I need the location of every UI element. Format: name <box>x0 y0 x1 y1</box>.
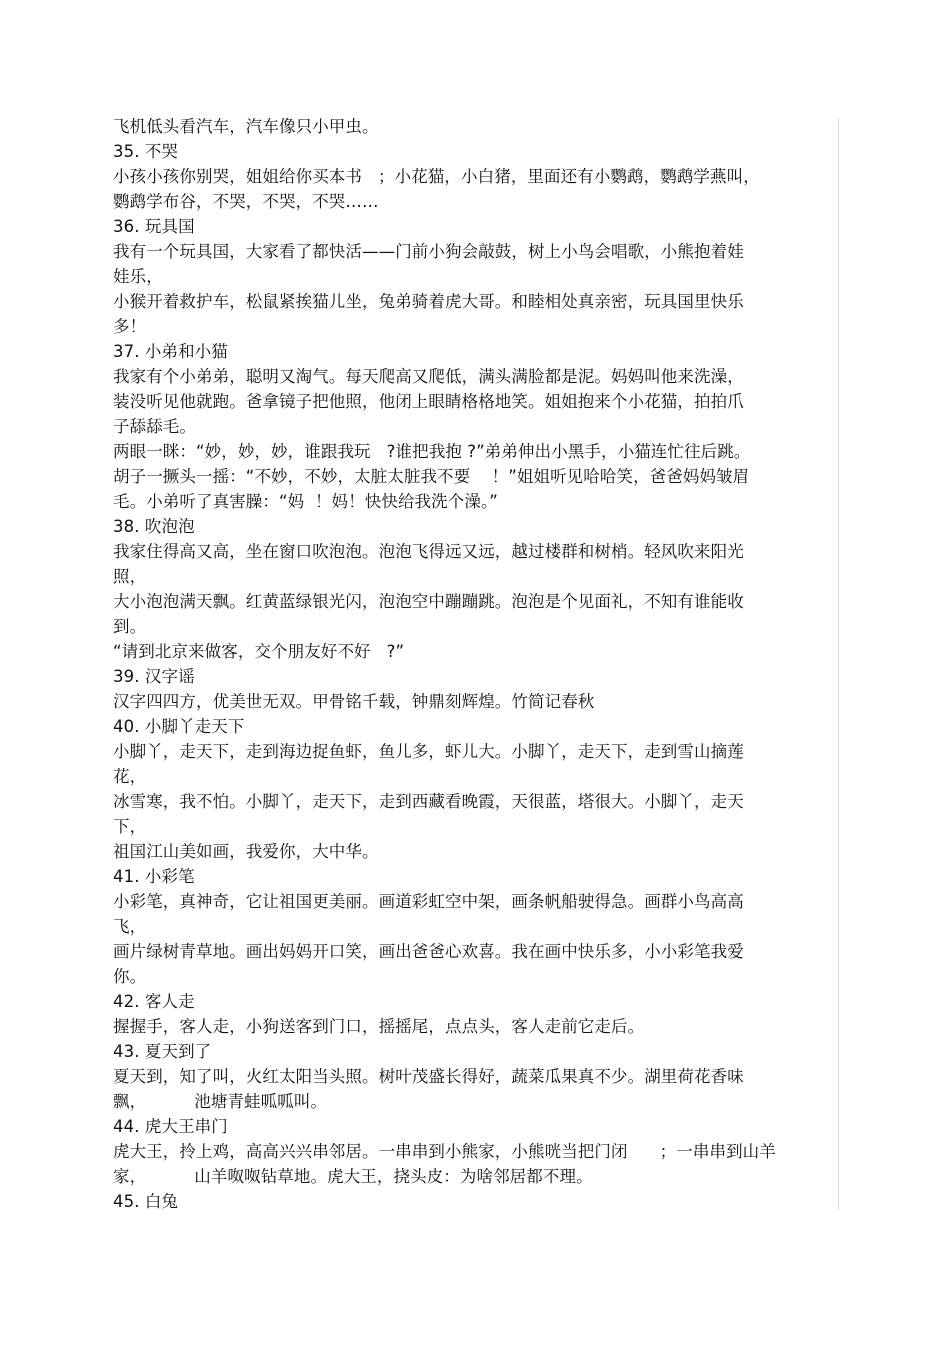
section-heading: 42. 客人走 <box>113 992 195 1011</box>
text-line: 冰雪寒，我不怕。小脚丫，走天下，走到西藏看晚霞，天很蓝，塔很大。小脚丫，走天 <box>113 792 744 811</box>
text-line: 娃乐， <box>113 267 163 286</box>
text-line: 多！ <box>113 317 147 336</box>
section-heading: 35. 不哭 <box>113 142 179 161</box>
section-heading: 43. 夏天到了 <box>113 1042 212 1061</box>
page-edge-rule <box>838 118 839 1210</box>
text-line: 小孩小孩你别哭，姐姐给你买本书 ；小花猫，小白猪，里面还有小鹦鹉，鹦鹉学燕叫， <box>113 167 760 186</box>
text-line: 小猴开着救护车，松鼠紧挨猫儿坐，兔弟骑着虎大哥。和睦相处真亲密，玩具国里快乐 <box>113 292 744 311</box>
text-line: 下， <box>113 817 147 836</box>
section-heading: 41. 小彩笔 <box>113 867 195 886</box>
text-line: 花， <box>113 767 147 786</box>
section-heading: 39. 汉字谣 <box>113 667 195 686</box>
text-line: 飞机低头看汽车，汽车像只小甲虫。 <box>113 117 379 136</box>
text-line: 汉字四四方，优美世无双。甲骨铭千载，钟鼎刻辉煌。竹简记春秋 <box>113 692 595 711</box>
text-line: 夏天到，知了叫，火红太阳当头照。树叶茂盛长得好，蔬菜瓜果真不少。湖里荷花香味 <box>113 1067 744 1086</box>
poem-text-block <box>113 114 828 1214</box>
text-line: 握握手，客人走，小狗送客到门口，摇摇尾，点点头，客人走前它走后。 <box>113 1017 645 1036</box>
section-heading: 38. 吹泡泡 <box>113 517 195 536</box>
text-line: 照， <box>113 567 147 586</box>
text-line: 飘， 池塘青蛙呱呱叫。 <box>113 1092 328 1111</box>
section-heading: 44. 虎大王串门 <box>113 1117 228 1136</box>
text-line: 两眼一眯：“妙，妙，妙，谁跟我玩 ?谁把我抱 ?”弟弟伸出小黑手，小猫连忙往后跳。 <box>113 442 751 461</box>
text-line: 小彩笔，真神奇，它让祖国更美丽。画道彩虹空中架，画条帆船驶得急。画群小鸟高高 <box>113 892 744 911</box>
section-heading: 37. 小弟和小猫 <box>113 342 228 361</box>
section-heading: 36. 玩具国 <box>113 217 195 236</box>
text-line: 小脚丫，走天下，走到海边捉鱼虾，鱼儿多，虾儿大。小脚丫，走天下，走到雪山摘莲 <box>113 742 744 761</box>
text-line: 虎大王，拎上鸡，高高兴兴串邻居。一串串到小熊家，小熊咣当把门闭 ；一串串到山羊 <box>113 1142 776 1161</box>
text-line: 大小泡泡满天飘。红黄蓝绿银光闪，泡泡空中蹦蹦跳。泡泡是个见面礼，不知有谁能收 <box>113 592 744 611</box>
section-heading: 40. 小脚丫走天下 <box>113 717 245 736</box>
text-line: 鹦鹉学布谷，不哭，不哭，不哭…… <box>113 192 379 211</box>
text-line: 胡子一撅头一摇：“不妙，不妙，太脏太脏我不要 ！”姐姐听见哈哈笑，爸爸妈妈皱眉 <box>113 467 750 486</box>
text-line: 装没听见他就跑。爸拿镜子把他照，他闭上眼睛格格地笑。姐姐抱来个小花猫，拍拍爪 <box>113 392 744 411</box>
text-line: 毛。小弟听了真害臊：“妈 ！妈！快快给我洗个澡。” <box>113 492 498 511</box>
text-line: 你。 <box>113 967 147 986</box>
text-line: 家， 山羊呶呶钻草地。虎大王，挠头皮：为啥邻居都不理。 <box>113 1167 593 1186</box>
section-heading: 45. 白兔 <box>113 1192 179 1211</box>
text-line: 到。 <box>113 617 147 636</box>
text-line: 我家有个小弟弟，聪明又淘气。每天爬高又爬低，满头满脸都是泥。妈妈叫他来洗澡， <box>113 367 744 386</box>
text-line: 飞， <box>113 917 147 936</box>
text-line: 祖国江山美如画，我爱你，大中华。 <box>113 842 379 861</box>
text-line: 我家住得高又高，坐在窗口吹泡泡。泡泡飞得远又远，越过楼群和树梢。轻风吹来阳光 <box>113 542 744 561</box>
text-line: “请到北京来做客，交个朋友好不好 ?” <box>113 642 405 661</box>
text-line: 子舔舔毛。 <box>113 417 196 436</box>
text-line: 画片绿树青草地。画出妈妈开口笑，画出爸爸心欢喜。我在画中快乐多，小小彩笔我爱 <box>113 942 744 961</box>
text-line: 我有一个玩具国，大家看了都快活——门前小狗会敲鼓，树上小鸟会唱歌，小熊抱着娃 <box>113 242 744 261</box>
